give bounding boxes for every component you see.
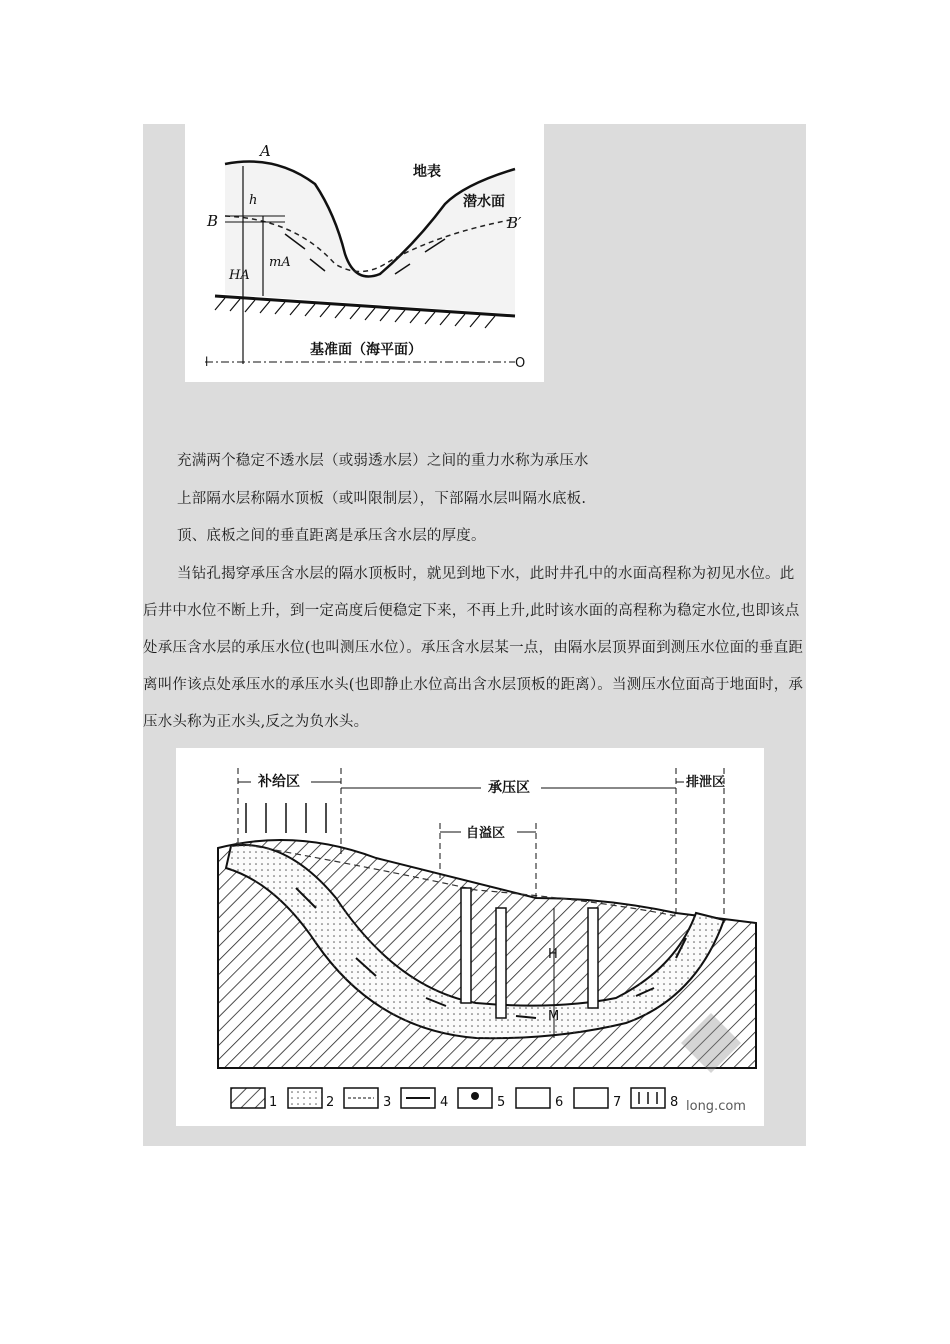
- zone-recharge: 补给区: [258, 774, 300, 790]
- label-left-mark: l: [205, 355, 209, 369]
- zone-discharge: 排泄区: [686, 775, 726, 790]
- paragraph-1: [143, 443, 806, 480]
- legend-label-6: 6: [555, 1095, 564, 1110]
- label-a: A: [260, 142, 271, 160]
- paragraph-4: [143, 556, 806, 741]
- zone-confined: 承压区: [488, 780, 530, 796]
- paragraph-text-1: 充满两个稳定不透水层（或弱透水层）之间的重力水称为承压水: [177, 453, 589, 469]
- label-b-prime: B′: [507, 214, 522, 232]
- paragraph-text-4: 当钻孔揭穿承压含水层的隔水顶板时，就见到地下水，此时井孔中的水面高程称为初见水位。此后井中水位不断上升，到一定高度后便稳定下来，不再上升,此时该水面的高程称为稳定水位,也即该点处承压含水层的承压水位(也叫测压水位）。承压含水层某一点，由隔水层顶界面到测压水位面的垂直距离叫作该点处承压水的承压水头(也即静止水位高出含水层顶板的距离）。当测压水位面高于地面时，承压水头称为正水头,反之为负水头。: [143, 566, 804, 730]
- label-h: h: [249, 193, 258, 208]
- legend-label-5: 5: [497, 1095, 506, 1110]
- legend-label-1: 1: [269, 1095, 278, 1110]
- legend-label-7: 7: [613, 1095, 622, 1110]
- zone-artesian: 自溢区: [466, 826, 506, 841]
- confined-aquifer-figure: [176, 748, 764, 1126]
- label-h-a: HA: [229, 268, 250, 283]
- watermark-text: long.com: [686, 1099, 746, 1114]
- paragraph-text-3: 顶、底板之间的垂直距离是承压含水层的厚度。: [177, 528, 486, 544]
- label-b: B: [207, 212, 219, 230]
- label-datum: 基准面（海平面）: [310, 342, 422, 358]
- paragraph-3: [143, 518, 806, 555]
- label-water-table: 潜水面: [463, 194, 505, 210]
- legend-label-2: 2: [326, 1095, 335, 1110]
- label-m-thickness: M: [548, 1009, 560, 1024]
- label-m: mA: [269, 255, 291, 270]
- legend-label-3: 3: [383, 1095, 392, 1110]
- phreatic-water-figure: [185, 124, 544, 382]
- paragraph-text-2: 上部隔水层称隔水顶板（或叫限制层），下部隔水层叫隔水底板.: [177, 491, 587, 507]
- label-ground-surface: 地表: [413, 164, 441, 180]
- label-right-mark: O: [515, 356, 526, 371]
- legend-label-4: 4: [440, 1095, 449, 1110]
- legend-label-8: 8: [670, 1095, 679, 1110]
- label-h-head: H: [548, 947, 558, 962]
- paragraph-2: [143, 481, 806, 518]
